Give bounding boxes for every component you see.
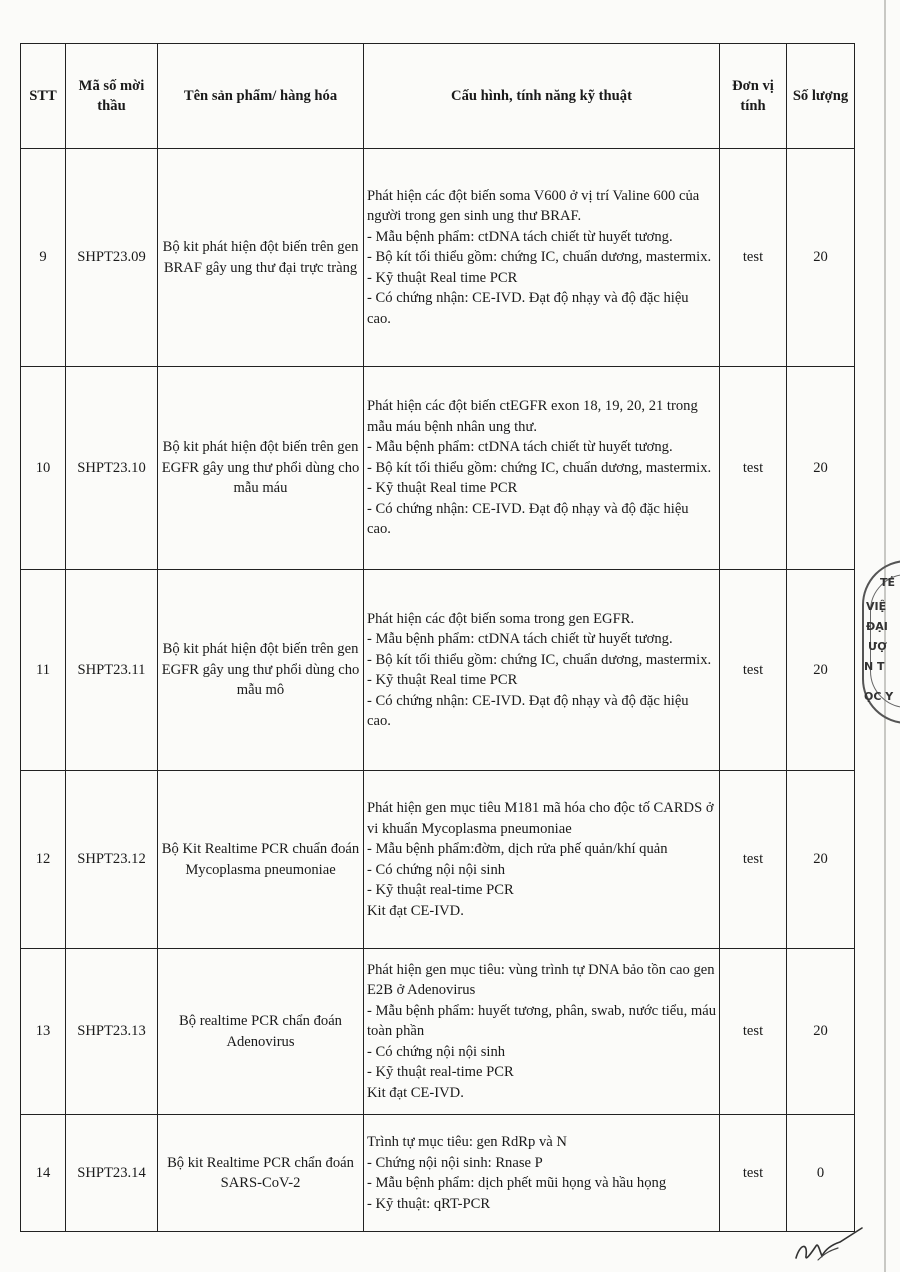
spec-line: - Có chứng nhận: CE-IVD. Đạt độ nhạy và độ đặc hiệu cao.: [367, 290, 689, 327]
stamp-text: ỌC Y: [864, 690, 894, 703]
official-stamp: [856, 556, 900, 726]
spec-line: - Bộ kít tối thiểu gồm: chứng IC, chuẩn dương, mastermix.: [367, 249, 712, 266]
handwritten-signature: [790, 1222, 870, 1267]
row-unit: test: [720, 1115, 787, 1232]
table-row: [21, 149, 855, 367]
stamp-text: ƯỢ: [868, 640, 887, 653]
row-qty: 20: [787, 570, 855, 771]
spec-line: - Kỹ thuật real-time PCR: [367, 882, 514, 898]
spec-line: Kit đạt CE-IVD.: [367, 1084, 464, 1101]
row-spec: [364, 367, 720, 570]
spec-line: - Chứng nội nội sinh: Rnase P: [367, 1154, 543, 1171]
spec-line: - Có chứng nội nội sinh: [367, 861, 506, 878]
row-spec: [364, 570, 720, 771]
row-stt: 10: [21, 367, 66, 570]
spec-line: - Kỹ thuật Real time PCR: [367, 672, 518, 688]
row-unit: test: [720, 771, 787, 949]
header-code: Mã số mời thầu: [66, 44, 158, 149]
header-unit: Đơn vị tính: [720, 44, 787, 149]
row-stt: 14: [21, 1115, 66, 1232]
spec-line: Kit đạt CE-IVD.: [367, 902, 464, 919]
row-name: Bộ kit phát hiện đột biến trên gen BRAF gây ung thư đại trực tràng: [158, 149, 364, 367]
row-code: SHPT23.09: [66, 149, 158, 367]
stamp-text: ĐẠI: [866, 620, 888, 633]
procurement-table: [20, 43, 855, 1232]
row-code: SHPT23.10: [66, 367, 158, 570]
row-code: SHPT23.14: [66, 1115, 158, 1232]
spec-line: Phát hiện gen mục tiêu: vùng trình tự DNA bảo tồn cao gen E2B ở Adenovirus: [367, 961, 715, 999]
row-unit: test: [720, 949, 787, 1115]
stamp-text: TÉ: [880, 576, 896, 589]
row-stt: 11: [21, 570, 66, 771]
row-spec: [364, 771, 720, 949]
row-stt: 13: [21, 949, 66, 1115]
row-spec: [364, 949, 720, 1115]
row-spec: [364, 149, 720, 367]
table-row: [21, 1115, 855, 1232]
row-name: Bộ kit Realtime PCR chẩn đoán SARS-CoV-2: [158, 1115, 364, 1232]
spec-line: - Có chứng nội nội sinh: [367, 1043, 506, 1060]
table-header-row: [21, 44, 855, 149]
spec-line: Phát hiện các đột biến soma V600 ở vị trí Valine 600 của người trong gen sinh ung thư BRAF.: [367, 187, 700, 225]
row-qty: 20: [787, 949, 855, 1115]
stamp-text: N T: [864, 660, 885, 673]
row-code: SHPT23.11: [66, 570, 158, 771]
spec-line: - Bộ kít tối thiểu gồm: chứng IC, chuẩn dương, mastermix.: [367, 651, 712, 668]
row-stt: 12: [21, 771, 66, 949]
row-spec: [364, 1115, 720, 1232]
row-unit: test: [720, 149, 787, 367]
table-row: [21, 367, 855, 570]
row-qty: 20: [787, 149, 855, 367]
spec-line: - Kỹ thuật Real time PCR: [367, 269, 518, 286]
spec-line: Phát hiện gen mục tiêu M181 mã hóa cho độc tố CARDS ở vi khuẩn Mycoplasma pneumoniae: [367, 800, 714, 837]
spec-line: - Mẫu bệnh phẩm:đờm, dịch rửa phế quản/khí quản: [367, 841, 668, 857]
row-code: SHPT23.13: [66, 949, 158, 1115]
spec-line: Phát hiện các đột biến soma trong gen EGFR.: [367, 610, 635, 627]
row-name: Bộ kit phát hiện đột biến trên gen EGFR gây ung thư phổi dùng cho mẫu mô: [158, 570, 364, 771]
row-stt: 9: [21, 149, 66, 367]
spec-line: - Kỹ thuật Real time PCR: [367, 480, 518, 497]
header-spec: Cấu hình, tính năng kỹ thuật: [364, 44, 720, 149]
spec-line: - Có chứng nhận: CE-IVD. Đạt độ nhạy và độ đặc hiệu cao.: [367, 500, 689, 538]
spec-line: - Kỹ thuật real-time PCR: [367, 1064, 514, 1081]
table-row: [21, 771, 855, 949]
row-unit: test: [720, 367, 787, 570]
spec-line: - Bộ kít tối thiểu gồm: chứng IC, chuẩn dương, mastermix.: [367, 459, 712, 476]
table-row: [21, 949, 855, 1115]
spec-line: - Có chứng nhận: CE-IVD. Đạt độ nhạy và độ đặc hiệu cao.: [367, 692, 689, 729]
row-qty: 20: [787, 771, 855, 949]
spec-line: - Mẫu bệnh phẩm: ctDNA tách chiết từ huyết tương.: [367, 228, 673, 245]
stamp-text: VIỆ: [866, 600, 887, 613]
row-qty: 20: [787, 367, 855, 570]
row-unit: test: [720, 570, 787, 771]
row-name: Bộ realtime PCR chẩn đoán Adenovirus: [158, 949, 364, 1115]
row-name: Bộ Kit Realtime PCR chuẩn đoán Mycoplasma pneumoniae: [158, 771, 364, 949]
header-name: Tên sản phẩm/ hàng hóa: [158, 44, 364, 149]
spec-line: - Mẫu bệnh phẩm: dịch phết mũi họng và hầu họng: [367, 1175, 667, 1191]
table-row: [21, 570, 855, 771]
spec-line: Phát hiện các đột biến ctEGFR exon 18, 19, 20, 21 trong mẫu máu bệnh nhân ung thư.: [367, 398, 698, 435]
spec-line: - Mẫu bệnh phẩm: ctDNA tách chiết từ huyết tương.: [367, 631, 673, 647]
spec-line: - Mẫu bệnh phẩm: huyết tương, phân, swab, nước tiểu, máu toàn phần: [367, 1002, 717, 1040]
spec-line: - Kỹ thuật: qRT-PCR: [367, 1195, 491, 1212]
header-stt: STT: [21, 44, 66, 149]
row-name: Bộ kit phát hiện đột biến trên gen EGFR gây ung thư phổi dùng cho mẫu máu: [158, 367, 364, 570]
spec-line: - Mẫu bệnh phẩm: ctDNA tách chiết từ huyết tương.: [367, 439, 673, 456]
row-code: SHPT23.12: [66, 771, 158, 949]
spec-line: Trình tự mục tiêu: gen RdRp và N: [367, 1134, 567, 1150]
header-qty: Số lượng: [787, 44, 855, 149]
row-qty: 0: [787, 1115, 855, 1232]
